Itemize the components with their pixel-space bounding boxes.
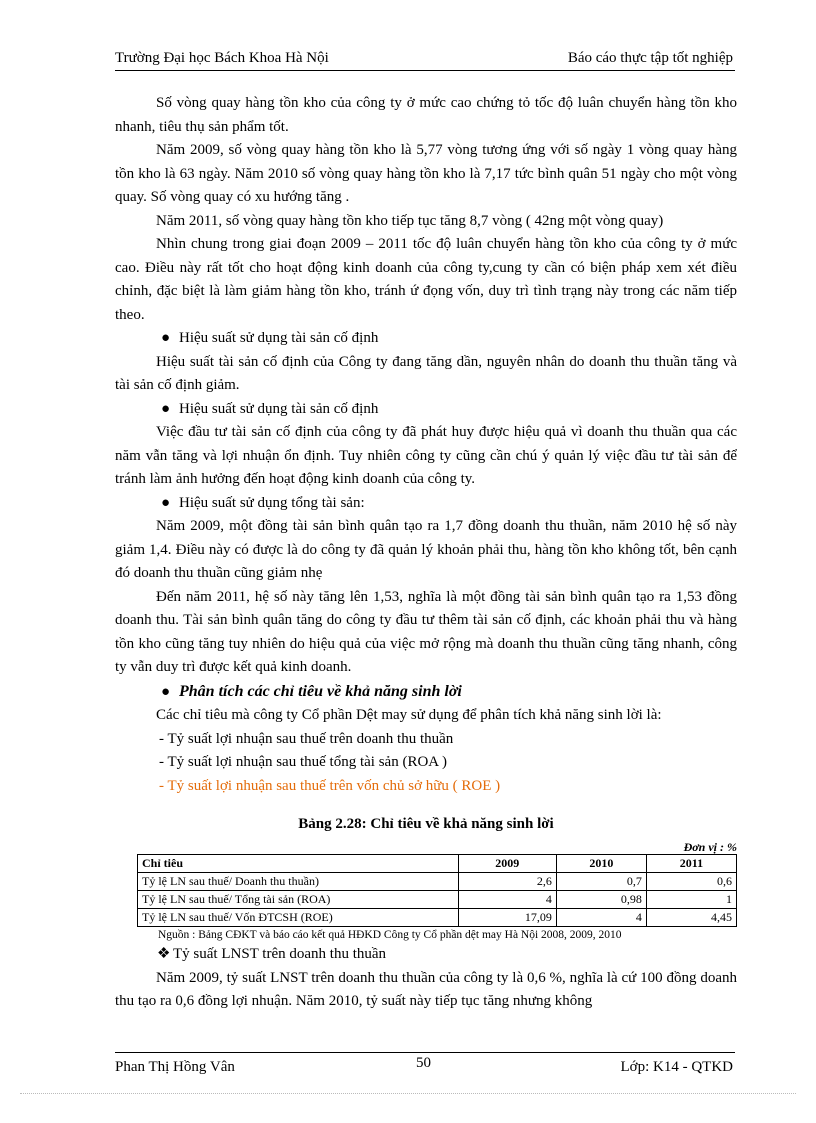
table-header-cell: 2009 (458, 855, 556, 873)
bullet-item: ● Hiệu suất sử dụng tài sản cố định (115, 327, 737, 351)
profitability-table (137, 854, 737, 927)
paragraph: Nhìn chung trong giai đoạn 2009 – 2011 tốc độ luân chuyển hàng tồn kho của công ty ở mức cao. Điều này rất tốt cho hoạt động kinh doanh của công ty,cung ty cần có biện pháp xem xét điều chỉnh, đặc biệt là làm giảm hàng tồn kho, tránh ứ đọng vốn, duy trì tình trạng này trong các năm tiếp theo. (115, 236, 737, 323)
table-cell: 0,98 (556, 891, 646, 909)
table-title: Bảng 2.28: Chỉ tiêu về khả năng sinh lời (298, 816, 554, 832)
diamond-bullet-item: ❖ Tỷ suất LNST trên doanh thu thuần (115, 943, 737, 967)
table-cell: Tỷ lệ LN sau thuế/ Doanh thu thuần) (138, 873, 459, 891)
paragraph: Việc đầu tư tài sản cố định của công ty đã phát huy được hiệu quả vì doanh thu thuần qua các năm vẫn tăng và lợi nhuận ổn định. Tuy nhiên công ty cũng cần chú ý quản lý việc đầu tư tài sản để tránh làm ảnh hưởng đến hoạt động kinh doanh của công ty. (115, 424, 737, 487)
page-number: 50 (416, 1055, 431, 1071)
table-header-row (138, 855, 737, 873)
table-cell: 0,7 (556, 873, 646, 891)
table-row (138, 873, 737, 891)
table-cell: 1 (646, 891, 736, 909)
table-header-cell: 2011 (646, 855, 736, 873)
table-cell: Tỷ lệ LN sau thuế/ Vốn ĐTCSH (ROE) (138, 909, 459, 927)
paragraph: Hiệu suất tài sản cố định của Công ty đang tăng dần, nguyên nhân do doanh thu thuần tăng và tài sản cố định giảm. (115, 353, 737, 393)
dash-item-highlighted: - Tỷ suất lợi nhuận sau thuế trên vốn chủ sở hữu ( ROE ) (159, 777, 501, 794)
table-header-cell: Chỉ tiêu (138, 855, 459, 873)
bullet-item: ● Hiệu suất sử dụng tổng tài sản: (115, 492, 737, 516)
table-row (138, 909, 737, 927)
paragraph: Năm 2009, một đồng tài sản bình quân tạo ra 1,7 đồng doanh thu thuần, năm 2010 hệ số này giảm 1,4. Điều này có được là do công ty đã quản lý khoản phải thu, hàng tồn kho không tốt, bên cạnh đó doanh thu thuần cũng giảm nhẹ (115, 518, 737, 581)
dash-item: - Tỷ suất lợi nhuận sau thuế tổng tài sản (ROA ) (159, 754, 448, 770)
header-university: Trường Đại học Bách Khoa Hà Nội (115, 50, 329, 66)
table-source-note: Nguồn : Bảng CĐKT và báo cáo kết quả HĐKD Công ty Cổ phần dệt may Hà Nội 2008, 2009, 2010 (158, 929, 622, 941)
paragraph: Năm 2011, số vòng quay hàng tồn kho tiếp tục tăng 8,7 vòng ( 42ng một vòng quay) (156, 212, 664, 229)
table-header-cell: 2010 (556, 855, 646, 873)
bullet-dot-icon: ● (161, 683, 171, 700)
bullet-dot-icon: ● (161, 400, 171, 417)
table-cell: Tỷ lệ LN sau thuế/ Tổng tài sản (ROA) (138, 891, 459, 909)
paragraph: Năm 2009, tỷ suất LNST trên doanh thu thuần của công ty là 0,6 %, nghĩa là cứ 100 đồng doanh thu tạo ra 0,6 đồng lợi nhuận. Năm 2010, tỷ suất này tiếp tục tăng nhưng không (115, 969, 737, 1009)
footer-author: Phan Thị Hồng Vân (115, 1059, 235, 1075)
paragraph: Năm 2009, số vòng quay hàng tồn kho là 5,77 vòng tương ứng với số ngày 1 vòng quay hàng tồn kho là 63 ngày. Năm 2010 số vòng quay hàng tồn kho là 7,17 tức bình quân 51 ngày cho một vòng quay. Số vòng quay có xu hướng tăng . (115, 142, 737, 205)
paragraph: Đến năm 2011, hệ số này tăng lên 1,53, nghĩa là một đồng tài sản bình quân tạo ra 1,53 đồng doanh thu. Tài sản bình quân tăng do công ty đầu tư thêm tài sản cố định, các khoản phải thu và hàng tồn kho cũng tăng tuy nhiên do hiệu quả của việc mở rộng mà doanh thu thuần cũng tăng nhanh, công ty vẫn duy trì được kết quả kinh doanh. (115, 588, 737, 675)
table-cell: 17,09 (458, 909, 556, 927)
table-unit: Đơn vị : % (683, 840, 737, 854)
paragraph: Số vòng quay hàng tồn kho của công ty ở mức cao chứng tỏ tốc độ luân chuyển hàng tồn kho nhanh, tiêu thụ sản phẩm tốt. (115, 95, 737, 135)
document-body (115, 92, 737, 1014)
bullet-dot-icon: ● (161, 330, 171, 346)
bullet-item: ● Hiệu suất sử dụng tài sản cố định (115, 398, 737, 422)
page-header (115, 48, 735, 71)
table-cell: 4,45 (646, 909, 736, 927)
section-heading: ● Phân tích các chỉ tiêu về khả năng sinh lời (115, 680, 737, 705)
page-edge-divider (20, 1093, 796, 1094)
header-report-title: Báo cáo thực tập tốt nghiệp (567, 50, 733, 66)
page-footer (115, 1052, 735, 1077)
table-row (138, 891, 737, 909)
footer-class: Lớp: K14 - QTKD (620, 1059, 733, 1075)
paragraph: Các chỉ tiêu mà công ty Cổ phần Dệt may sử dụng để phân tích khả năng sinh lời là: (156, 707, 662, 723)
dash-item: - Tỷ suất lợi nhuận sau thuế trên doanh thu thuần (159, 730, 454, 747)
bullet-dot-icon: ● (161, 494, 171, 511)
table-cell: 4 (556, 909, 646, 927)
table-cell: 2,6 (458, 873, 556, 891)
table-cell: 4 (458, 891, 556, 909)
diamond-bullet-icon: ❖ (157, 946, 171, 962)
table-cell: 0,6 (646, 873, 736, 891)
